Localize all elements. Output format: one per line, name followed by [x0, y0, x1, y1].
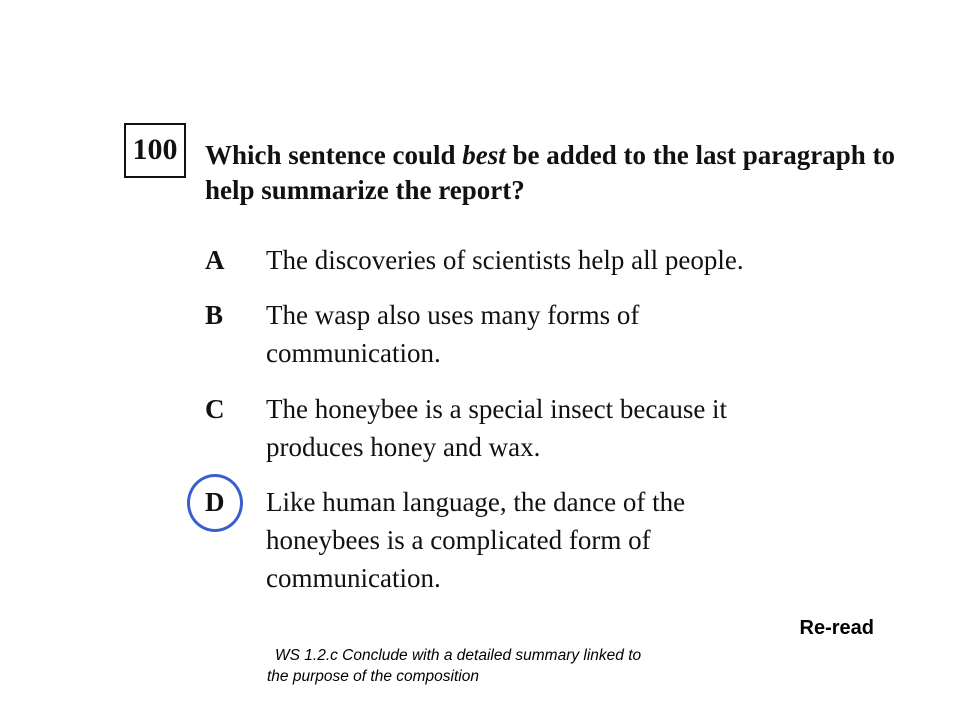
choice-c-text: The honeybee is a special insect because it produces honey and wax.	[266, 394, 728, 462]
choice-a-text: The discoveries of scientists help all people.	[266, 245, 744, 275]
reread-label: Re-read	[799, 617, 874, 639]
standard-note-line-1: WS 1.2.c Conclude with a detailed summary linked to	[275, 647, 642, 664]
choice-a-letter: A	[205, 245, 225, 275]
standard-note	[267, 645, 737, 687]
choice-b-letter: B	[205, 300, 224, 330]
question-stem-start: Which sentence could	[205, 140, 463, 170]
choice-d-letter: D	[205, 487, 225, 517]
standard-note-line-2: the purpose of the composition	[267, 668, 479, 685]
answer-circle	[187, 474, 243, 532]
question-stem-end: be added to the last paragraph to help summarize the report?	[205, 140, 896, 205]
question-stem-emphasis: best	[462, 140, 506, 170]
choice-d-text: Like human language, the dance of the honeybees is a complicated form of communication.	[266, 487, 686, 593]
question-number: 100	[132, 133, 178, 166]
choice-c-letter: C	[205, 394, 225, 424]
choice-b-text: The wasp also uses many forms of communication.	[266, 300, 640, 368]
question-number-box	[124, 123, 186, 178]
question-stem	[205, 138, 905, 208]
